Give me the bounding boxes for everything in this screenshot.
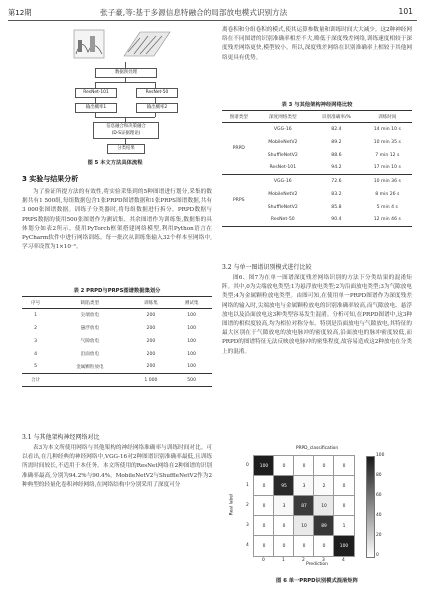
prps-thumbnail <box>124 32 170 56</box>
table-cell: VGG-16 <box>273 126 292 132</box>
table-cell: 合计 <box>30 378 41 383</box>
table-cell: 沿面放电 <box>80 352 100 357</box>
heatmap-cell: 89 <box>314 516 334 536</box>
heatmap-cell: 3 <box>294 476 314 496</box>
fusion-box <box>93 122 159 139</box>
figure-5-caption: 图 5 本文方法具体流程 <box>87 160 143 166</box>
x-tick-label: 4 <box>342 558 345 563</box>
y-tick-label: 3 <box>246 523 249 528</box>
table-2-header-row <box>22 297 212 309</box>
heatmap-cell: 0 <box>274 516 294 536</box>
table-cell: 14 min 10 s <box>373 126 401 132</box>
table-cell: 悬浮放电 <box>80 326 100 331</box>
heatmap-cell: 100 <box>334 536 354 556</box>
subsection-3-2-title: 3.2 与单一图谱识别模式进行比较 <box>222 264 312 271</box>
table-3-caption: 表 3 与其他架构神经网络比较 <box>281 102 353 108</box>
table-cell: 17 min 10 s <box>373 165 401 171</box>
heatmap-cell: 0 <box>254 536 274 556</box>
group-label-prps: PRPS <box>232 198 245 203</box>
chart-title: PRPD_classification <box>295 446 339 451</box>
table-cell: 4 <box>34 351 38 357</box>
table-total-row <box>22 374 212 387</box>
output-prob-2-box: 输出概率2 <box>136 103 178 113</box>
table-cell: ShuffleNetV2 <box>267 204 298 210</box>
table-cell: 200 <box>146 338 156 344</box>
table-cell: ResNet-50 <box>270 217 295 223</box>
output-prob-1-box: 输出概率1 <box>75 103 117 113</box>
table-row <box>22 335 212 348</box>
table-cell: 10 min 35 s <box>373 139 401 145</box>
table-cell: 82.4 <box>331 126 342 132</box>
table-2-header-cell: 缺陷类型 <box>80 300 100 306</box>
heatmap-cell: 0 <box>334 456 354 476</box>
table-cell: 100 <box>187 312 197 318</box>
section-3-paragraph: 为了验证所提方法的有效性,将实验采集到的5种图谱进行划分,采集的数据共有1 500组,每组数据包含1张PRPD图谱数据和1张PRPS图谱数据,共有3 000张图谱数据。训练子分类器时,将每组数据进行拆分。PRPD数据与PRPS数据的使用500张图谱作为测试集、其余图谱作为训练集,数据集的具体划分如表2所示。使用PyTorch框架搭建网络模型,利用Python语言在PyCharm软件中进行网络训练。每一批次从训练集输入32个样本至网络中,学习率设置为1×10⁻⁵。 <box>22 189 212 251</box>
table-cell: 10 min 36 s <box>373 178 401 184</box>
heatmap-cell: 0 <box>254 496 274 516</box>
heatmap-cell: 95 <box>274 476 294 496</box>
colorbar-tick-label: 20 <box>376 533 382 538</box>
table-cell: MobileNetV2 <box>268 139 298 145</box>
subsection-3-1-title: 3.1 与其他架构神经网络对比 <box>22 434 100 441</box>
heatmap-cell: 0 <box>254 476 274 496</box>
section-3-title: 3 实验与结果分析 <box>22 175 79 183</box>
y-tick-label: 0 <box>246 463 249 468</box>
heatmap-cell: 2 <box>314 476 334 496</box>
table-cell: 1 000 <box>144 377 158 383</box>
table-2-header-cell: 测试集 <box>184 300 199 306</box>
table-3-header-row <box>222 111 412 123</box>
page-number: 101 <box>398 7 413 16</box>
heatmap-cell: 1 <box>334 516 354 536</box>
table-cell: 7 min 12 s <box>375 152 400 158</box>
subsection-3-1-paragraph: 表3为本文所使用网络与其他架构的神经网络准确率与训练时间对比。可以看出,在几种经典的神经网络中,VGG-16对2种图谱识别准确率最低,且训练所需时间较长,不适用于本任务。本文所使用的ResNet网络在2种图谱的识别准确率最高,分别为94.2%与90.4%。MobileNetV2与ShuffleNetV2作为2种典型的轻量化卷积神经网络,在网络结构中分别采用了深度可分 <box>22 445 212 488</box>
table-cell: 200 <box>146 351 156 357</box>
table-row <box>222 175 412 188</box>
resnet101-box: ResNet-101 <box>75 88 117 98</box>
group-label-prpd: PRPD <box>232 146 245 151</box>
x-tick-label: 3 <box>322 558 325 563</box>
x-tick-label: 2 <box>302 558 305 563</box>
colorbar-tick-label: 60 <box>376 493 382 498</box>
colorbar-tick-label: 0 <box>376 553 379 558</box>
table-cell: 5 <box>34 364 38 370</box>
resnet50-box: ResNet-50 <box>136 88 178 98</box>
table-3-header-cell: 深度网络类型 <box>269 114 297 120</box>
y-tick-label: 4 <box>246 543 249 548</box>
table-cell: VGG-16 <box>273 178 292 184</box>
table-cell: 100 <box>187 325 197 331</box>
table-cell: 90.4 <box>331 217 342 223</box>
issue-number: 第12期 <box>8 8 32 17</box>
x-axis-label: Prediction <box>306 562 328 567</box>
running-title: 张子豪,等:基于多源信息特融合的局部放电模式识别方法 <box>100 8 288 17</box>
table-cell: ResNet-101 <box>269 165 297 171</box>
heatmap-cell: 0 <box>274 456 294 476</box>
heatmap-cell: 10 <box>294 516 314 536</box>
table-cell: 8 min 26 s <box>375 191 400 197</box>
right-top-paragraph: 离卷积和分组卷积的模式,使其运算参数量和训练时间大大减少。这2种神经网络在不同图谱的识别准确率相差不大,略低于深度残差网络,训练速度相较于深度残差网络更快,模型较小。所以,深度残差网络在识别准确率上相较于其他网络更具有优势。 <box>222 27 412 61</box>
x-tick-label: 1 <box>282 558 285 563</box>
heatmap-cell: 0 <box>254 516 274 536</box>
table-cell: 金属颗粒放电 <box>76 364 104 370</box>
table-cell: 3 <box>34 338 38 344</box>
table-2 <box>22 296 212 387</box>
table-row <box>222 123 412 136</box>
y-axis-label: Real label <box>229 493 235 516</box>
table-2-header-cell: 序号 <box>30 300 41 306</box>
colorbar-tick-label: 100 <box>376 453 385 458</box>
table-cell: 5 min 4 s <box>376 204 398 210</box>
heatmap-cell: 0 <box>274 536 294 556</box>
table-cell: ShuffleNetV2 <box>267 152 298 158</box>
table-2-caption: 表 2 PRPD与PRPS图谱数据集划分 <box>73 288 161 294</box>
result-box: 分类结果 <box>107 144 145 154</box>
table-cell: 200 <box>146 325 156 331</box>
table-cell: 尖端放电 <box>80 313 100 319</box>
table-cell: 100 <box>187 351 197 357</box>
table-cell: 12 min 46 s <box>373 217 401 223</box>
table-row <box>22 348 212 361</box>
header-rule <box>8 20 417 21</box>
colorbar-tick-label: 40 <box>376 513 382 518</box>
input-spectrum-illustration <box>40 26 210 62</box>
table-cell: 200 <box>146 364 156 370</box>
table-cell: 83.2 <box>331 191 342 197</box>
heatmap-cell: 0 <box>334 476 354 496</box>
subsection-3-2-paragraph: 图6、图7为在单一图谱深度残差网络识别的方法下分类结果的混淆矩阵。其中,0为尖端放电类型;1为悬浮放电类型;2为沿面放电类型;3为气隙放电类型;4为金属颗粒放电类型。由图可知,在使用单一PRPD图谱作为深度残差网络的输入时,尖端放电与金属颗粒放电的识别准确率较高,而气隙放电、悬浮放电以及沿面放电这3种类型容易发生混淆。分析可知,在PRPD图谱中,这3种图谱的相似度较高,均为相位对称分布。特别是沿面放电与气隙放电,其特征的最大区别在于气隙放电的放电脉冲的密度较高,沿面放电的脉冲密度较低,而PRPD的图谱特征无法反映放电脉冲的密集程度,故容易造成这2种放电在分类上的混淆。 <box>222 275 412 355</box>
heatmap-cell: 0 <box>314 456 334 476</box>
y-tick-label: 1 <box>246 483 249 488</box>
table-cell: 94.2 <box>331 165 342 171</box>
heatmap-cell: 100 <box>254 456 274 476</box>
table-cell: 72.6 <box>331 178 342 184</box>
table-cell: 200 <box>146 312 156 318</box>
table-cell: MobileNetV2 <box>268 191 298 197</box>
figure-6-caption: 图 6 单一PRPD识别模式混淆矩阵 <box>276 578 358 584</box>
confusion-matrix-chart <box>222 446 412 572</box>
prpd-thumbnail <box>74 30 104 58</box>
table-3-header-cell: 识别准确率/% <box>321 114 351 120</box>
table-cell: 88.6 <box>331 152 342 158</box>
table-cell: 1 <box>34 312 38 318</box>
colorbar-tick-label: 80 <box>376 473 382 478</box>
heatmap-cell: 0 <box>294 456 314 476</box>
table-2-header-cell: 训练集 <box>144 300 158 306</box>
table-cell <box>49 374 130 387</box>
table-cell: 85.8 <box>331 204 342 210</box>
table-3-header-cell: 图谱类型 <box>229 114 248 120</box>
heatmap-cell: 0 <box>314 536 334 556</box>
heatmap-cell: 3 <box>274 496 294 516</box>
table-cell: 100 <box>187 338 197 344</box>
x-tick-label: 0 <box>262 558 265 563</box>
table-row <box>22 361 212 374</box>
table-cell: 89.2 <box>331 139 342 145</box>
table-3 <box>222 110 412 227</box>
table-cell: 100 <box>187 364 197 370</box>
table-row <box>22 322 212 335</box>
heatmap-cell: 0 <box>294 536 314 556</box>
table-row <box>22 309 212 322</box>
heatmap-cell: 87 <box>294 496 314 516</box>
table-cell: 500 <box>187 377 197 383</box>
y-tick-label: 2 <box>246 503 249 508</box>
heatmap-cell: 0 <box>334 496 354 516</box>
heatmap-cell: 10 <box>314 496 334 516</box>
fusion-method-label: (D-S证据理论) <box>111 131 141 136</box>
table-3-header-cell: 训练时间 <box>378 114 397 120</box>
preprocess-box: 数据预处理 <box>95 68 157 78</box>
table-cell: 2 <box>34 325 38 331</box>
colorbar <box>366 456 375 558</box>
fusion-label: 信息融合和决策融合 <box>106 124 146 129</box>
table-cell: 气隙放电 <box>80 339 100 344</box>
